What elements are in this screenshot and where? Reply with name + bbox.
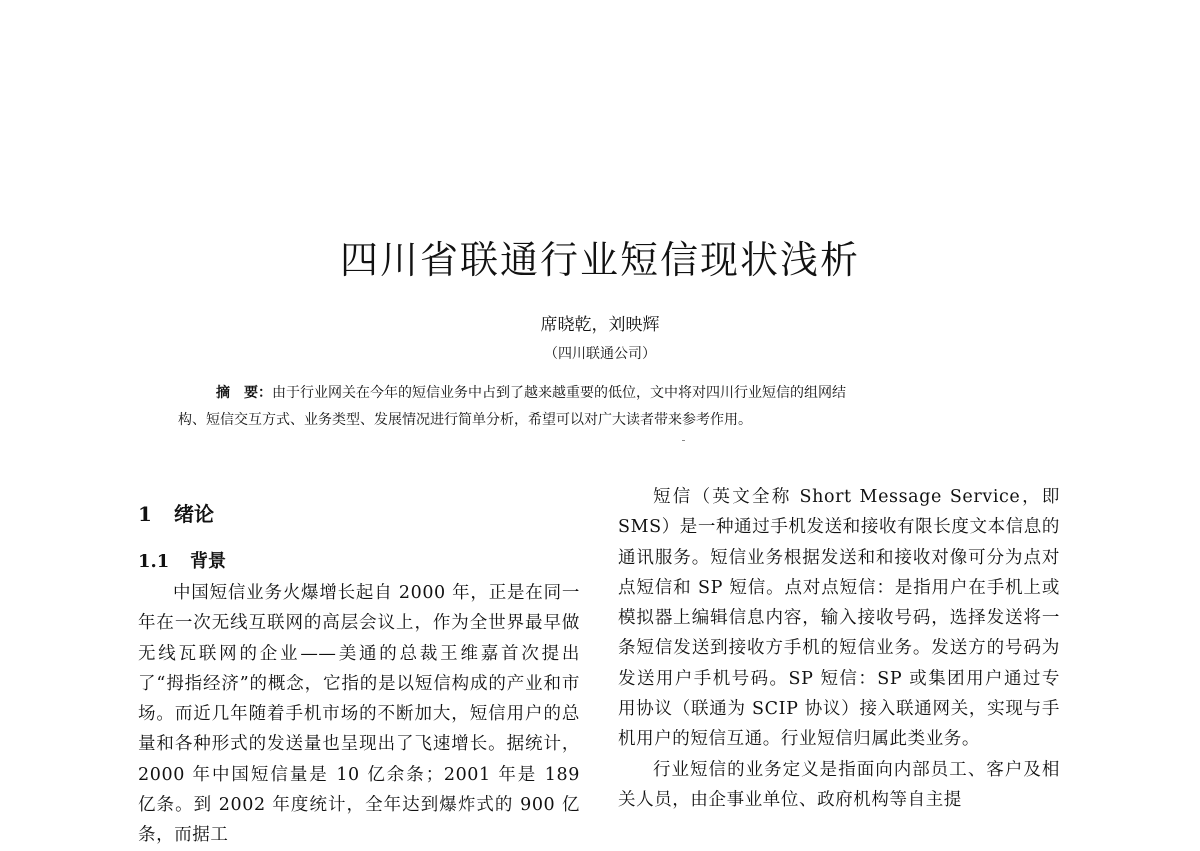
abstract-text-1: 由于行业网关在今年的短信业务中占到了越来越重要的低位，文中将对四川行业短信的组网结 — [272, 385, 846, 401]
background-paragraph: 中国短信业务火爆增长起自 2000 年，正是在同一年在一次无线互联网的高层会议上，作为全世界最早做无线瓦联网的企业——美通的总裁王维嘉首次提出了“拇指经济”的概念，它指的是以短信构成的产业和市场。而近几年随着手机市场的不断加大，短信用户的总量和各种形式的发送量也呈现出了飞速增长。据统计，2000 年中国短信量是 10 亿余条；2001 年是 189 亿条。到 2002 年度统计，全年达到爆炸式的 900 亿条，而据工 — [138, 583, 580, 846]
subsection-title: 背景 — [190, 551, 226, 572]
abstract — [178, 380, 1028, 434]
affiliation: （四川联通公司） — [544, 346, 656, 362]
right-column — [618, 482, 1060, 815]
subsection-heading — [138, 546, 580, 578]
abstract-line-1 — [178, 380, 1028, 407]
section-heading — [138, 492, 580, 536]
sms-definition-paragraph: 短信（英文全称 Short Message Service，即 SMS）是一种通过手机发送和接收有限长度文本信息的通讯服务。短信业务根据发送和和接收对像可分为点对点短信和 SP 短信。点对点短信：是指用户在手机上或模拟器上编辑信息内容，输入接收号码，选择发送将一条短信发送到接收方手机的短信业务。发送方的号码为发送用户手机号码。SP 短信：SP 或集团用户通过专用协议（联通为 SCIP 协议）接入联通网关，实现与手机用户的短信互通。行业短信归属此类业务。 — [618, 487, 1060, 750]
section-number: 1 — [138, 502, 152, 526]
section-title: 绪论 — [174, 502, 214, 526]
left-column — [138, 492, 580, 851]
subsection-number: 1.1 — [138, 551, 170, 572]
industry-sms-paragraph: 行业短信的业务定义是指面向内部员工、客户及相关人员，由企事业单位、政府机构等自主提 — [618, 759, 1060, 810]
scan-speck — [682, 440, 685, 441]
paper-title: 四川省联通行业短信现状浅析 — [339, 238, 860, 282]
authors: 席晓乾，刘映辉 — [540, 315, 660, 335]
abstract-text-2: 构、短信交互方式、业务类型、发展情况进行简单分析，希望可以对广大读者带来参考作用。 — [178, 412, 752, 428]
abstract-label: 摘 要： — [216, 385, 272, 401]
